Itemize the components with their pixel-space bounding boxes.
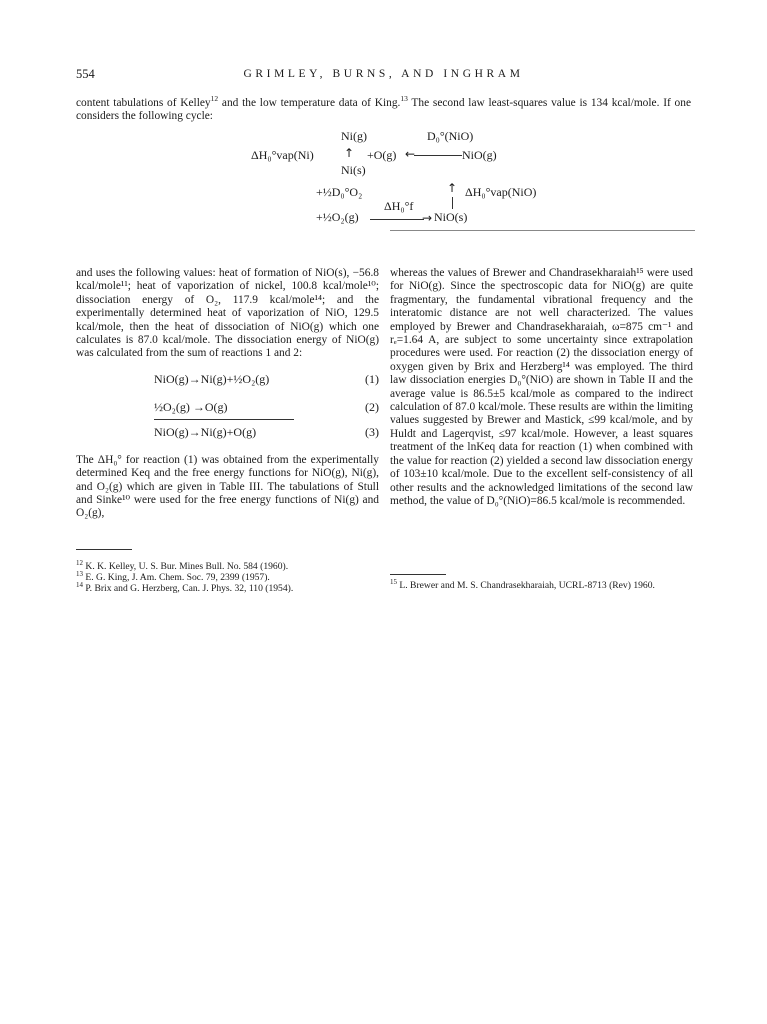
cycle-half-d0-o2: +½D₀°O₂ <box>316 185 363 199</box>
cycle-dh0-f: ΔH₀°f <box>384 199 414 213</box>
left-footnote-rule <box>76 549 132 550</box>
right-footnotes <box>390 577 693 591</box>
footnote-15 <box>390 577 693 591</box>
footnote-13-mark: 13 <box>76 570 83 579</box>
cycle-left-arrow: ← <box>405 147 416 161</box>
footnote-15-text: L. Brewer and M. S. Chandrasekharaiah, UCRL-8713 (Rev) 1960. <box>397 580 655 591</box>
footnote-14-mark: 14 <box>76 581 83 590</box>
cycle-up-arrow: ↑ <box>344 146 355 160</box>
footnote-14-text: P. Brix and G. Herzberg, Can. J. Phys. 32, 110 (1954). <box>83 583 294 595</box>
footnote-12 <box>76 558 379 572</box>
equation-1-number: (1) <box>365 371 379 386</box>
cycle-half-o2: +½O₂(g) <box>316 210 359 224</box>
thermodynamic-cycle <box>0 0 767 240</box>
equation-2-text: ½O₂(g) →O(g) <box>154 399 228 414</box>
equation-2-number: (2) <box>365 399 379 414</box>
left-footnotes <box>76 558 379 595</box>
cycle-dh-vap-nio: ΔH₀°vap(NiO) <box>465 185 537 199</box>
left-column <box>76 267 379 521</box>
cycle-arrow-shaft-bottom <box>370 219 424 220</box>
intro-text-3: The second law least-squares value is 134 kcal/mole. If one considers the following cycle: <box>76 97 691 123</box>
footnote-15-mark: 15 <box>390 577 397 586</box>
cycle-ni-s: Ni(s) <box>341 163 366 177</box>
footnote-13 <box>76 572 379 583</box>
cycle-vertical-line <box>452 197 453 209</box>
left-paragraph-1: and uses the following values: heat of formation of NiO(s), −56.8 kcal/mole¹¹; heat of vaporization of nickel, 100.8 kcal/mole¹⁰; dissociation energy of O₂, 117.9 kcal/mole¹⁴; and the experimentally determined heat of vaporization of NiO, 129.5 kcal/mole, then the heat of dissociation of NiO(g) which one calculates is 87.0 kcal/mole. The dissociation energy of NiO(g) was calculated from the sum of reactions 1 and 2: <box>76 267 379 360</box>
cycle-dh-vap-ni: ΔH₀°vap(Ni) <box>251 148 314 162</box>
cycle-d0-nio: D₀°(NiO) <box>427 129 474 143</box>
page-number: 554 <box>76 67 95 81</box>
equation-3 <box>76 422 379 444</box>
intro-text-2: and the low temperature data of King. <box>218 97 401 109</box>
cycle-nio-s: NiO(s) <box>434 210 468 224</box>
intro-ref-12: 12 <box>210 94 219 104</box>
cycle-arrow-shaft-top <box>414 155 462 156</box>
equation-1-text: NiO(g)→Ni(g)+½O₂(g) <box>154 371 270 386</box>
equation-sum-rule <box>154 419 294 420</box>
intro-ref-13: 13 <box>400 94 408 104</box>
cycle-plus-o: +O(g) <box>367 148 397 162</box>
intro-text-1: content tabulations of Kelley <box>76 97 211 109</box>
footnote-13-text: E. G. King, J. Am. Chem. Soc. 79, 2399 (1957). <box>83 572 270 584</box>
right-footnote-rule <box>390 574 446 575</box>
footnote-12-mark: 12 <box>76 558 83 567</box>
equation-3-number: (3) <box>365 424 379 439</box>
footnote-14 <box>76 583 379 594</box>
right-paragraph-1: whereas the values of Brewer and Chandrasekharaiah¹⁵ were used for NiO(g). Since the spectroscopic data for NiO(g) are quite fragmentary, the fundamental vibrational frequency and the interatomic distance are not well characterized. The values employed by Brewer and Chandrasekharaiah, ω=875 cm⁻¹ and rₑ=1.64 A, are subject to some uncertainty since extrapolation procedures were used. For reaction (2) the dissociation energy of oxygen given by Brix and Herzberg¹⁴ was employed. The third law dissociation energies D₀°(NiO) are shown in Table II and the average value is 86.5±5 kcal/mole as compared to the indirect calculation of 87.0 kcal/mole. These results are within the limiting values suggested by Brewer and Mastick, ≤99 kcal/mole, and by Huldt and Lagerqvist, ≤97 kcal/mole. However, a least squares treatment of the lnKeq data for reaction (1) when combined with the value for reaction (2) yielded a second law dissociation energy of 103±10 kcal/mole. Due to the excellent self-consistency of all other results and the acknowledged limitations of the second law method, the value of D₀°(NiO)=86.5 kcal/mole is recommended. <box>390 267 693 507</box>
cycle-up-arrow-2: ↑ <box>447 181 458 195</box>
cycle-ni-g: Ni(g) <box>341 129 367 143</box>
equation-1 <box>76 369 379 391</box>
equation-2 <box>76 397 379 419</box>
right-column <box>390 267 693 508</box>
equation-3-text: NiO(g)→Ni(g)+O(g) <box>154 424 257 439</box>
cycle-right-arrow: → <box>422 211 433 225</box>
running-head: GRIMLEY, BURNS, AND INGHRAM <box>243 68 524 80</box>
footnote-12-text: K. K. Kelley, U. S. Bur. Mines Bull. No. 584 (1960). <box>83 561 289 572</box>
left-paragraph-2: The ΔH₀° for reaction (1) was obtained from the experimentally determined Keq and the free energy functions for NiO(g), Ni(g), and O₂(g) which are given in Table III. The tabulations of Stull and Sinke¹⁰ were used for the free energy functions of Ni(g) and O₂(g), <box>76 453 379 520</box>
column-top-rule <box>390 230 695 231</box>
cycle-nio-g: NiO(g) <box>462 148 497 162</box>
